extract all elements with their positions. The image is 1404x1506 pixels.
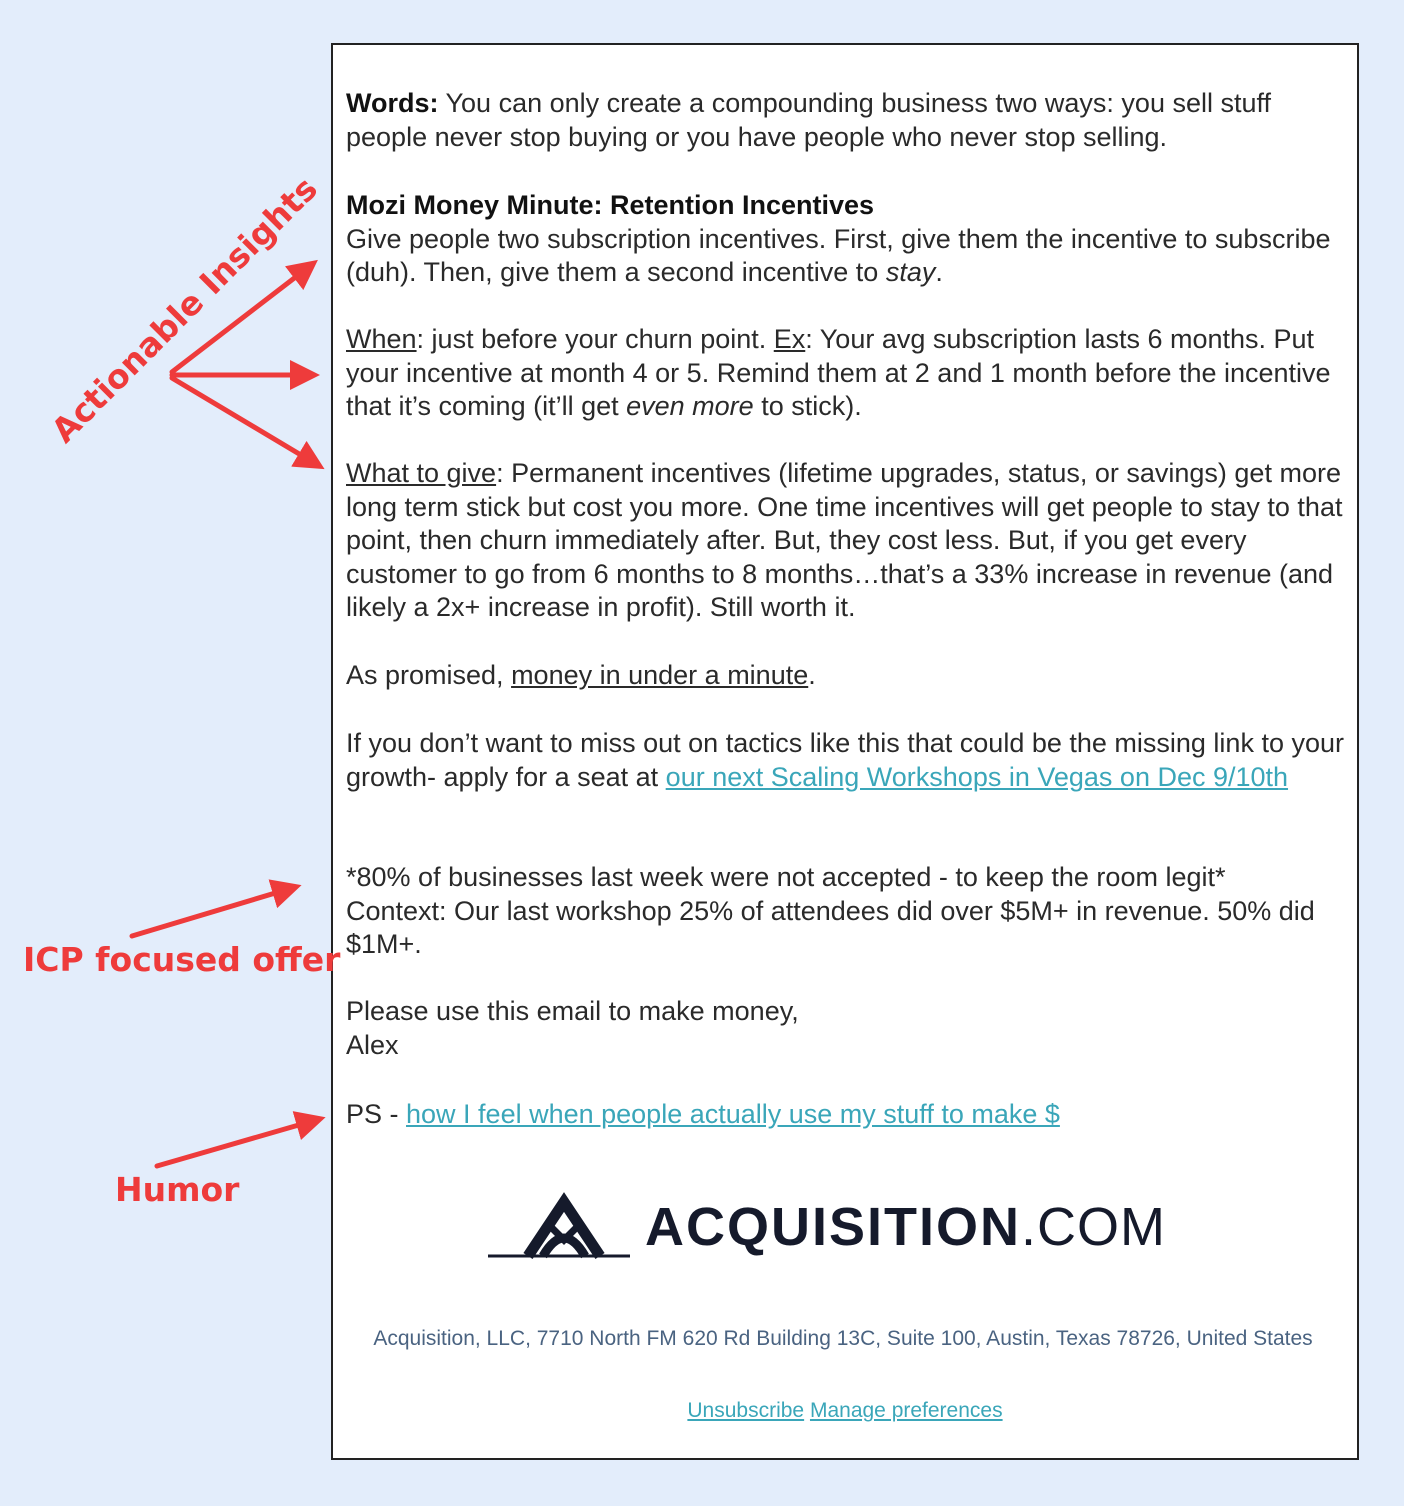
arrow-icp	[132, 888, 292, 936]
manage-preferences-link[interactable]: Manage preferences	[809, 1399, 1003, 1422]
logo-bold: ACQUISITION	[645, 1197, 1022, 1257]
workshop-link[interactable]: our next Scaling Workshops in Vegas on Dec 9/10th	[665, 761, 1289, 792]
give-label: What to give	[346, 458, 497, 488]
ex-label: Ex	[773, 324, 806, 354]
ps-link[interactable]: how I feel when people actually use my stuff to make $	[406, 1099, 1060, 1129]
logo-suffix: .COM	[1021, 1197, 1167, 1257]
promised-link[interactable]: money in under a minute	[511, 660, 809, 690]
arrow-humor	[157, 1120, 316, 1166]
when-label: When	[346, 324, 417, 354]
footer-address: Acquisition, LLC, 7710 North FM 620 Rd Building 13C, Suite 100, Austin, Texas 78726, United States	[373, 1327, 1313, 1350]
ps-prefix: PS -	[346, 1099, 407, 1129]
when-even-more: even more	[626, 391, 754, 421]
words-text: You can only create a compounding business two ways: you sell stuff people never stop buying or you have people who never stop selling.	[346, 88, 1272, 152]
intro-end: .	[935, 257, 943, 287]
accepted-text: *80% of businesses last week were not accepted - to keep the room legit*	[346, 862, 1226, 892]
intro-stay: stay	[885, 257, 936, 287]
section-title: Mozi Money Minute: Retention Incentives	[346, 190, 875, 220]
annotation-humor: Humor	[115, 1170, 240, 1209]
unsubscribe-link[interactable]: Unsubscribe	[687, 1399, 805, 1422]
arrow-insight-3	[172, 378, 316, 464]
when-text-2: : Your avg subscription lasts 6 months. Put your incentive at month 4 or 5. Remind them at 2 and 1 month before the incentive that it’s coming (it’ll get	[346, 324, 1331, 421]
promised-end: .	[808, 660, 816, 690]
cta-text: If you don’t want to miss out on tactics like this that could be the missing link to your growth- apply for a seat at	[346, 728, 1344, 792]
when-text-3: to stick).	[753, 391, 862, 421]
signoff: Please use this email to make money,	[346, 996, 799, 1026]
when-text-1: : just before your churn point.	[416, 324, 774, 354]
annotation-icp-offer: ICP focused offer	[23, 940, 341, 979]
signature: Alex	[346, 1029, 399, 1060]
words-label: Words:	[346, 88, 439, 118]
give-text: : Permanent incentives (lifetime upgrades, status, or savings) get more long term stick but cost you more. One time incentives will get people to stay to that point, then churn immediately after. But, they cost less. But, if you get every customer to go from 6 months to 8 months…that’s a 33% increase in revenue (and likely a 2x+ increase in profit). Still worth it.	[346, 458, 1343, 622]
intro-text: Give people two subscription incentives. First, give them the incentive to subscribe (duh). Then, give them a second incentive to	[346, 223, 1331, 287]
promised-text: As promised,	[346, 660, 512, 690]
annotation-actionable-insights: Actionable Insights	[43, 168, 325, 451]
context-text: Context: Our last workshop 25% of attendees did over $5M+ in revenue. 50% did $1M+.	[346, 895, 1315, 959]
